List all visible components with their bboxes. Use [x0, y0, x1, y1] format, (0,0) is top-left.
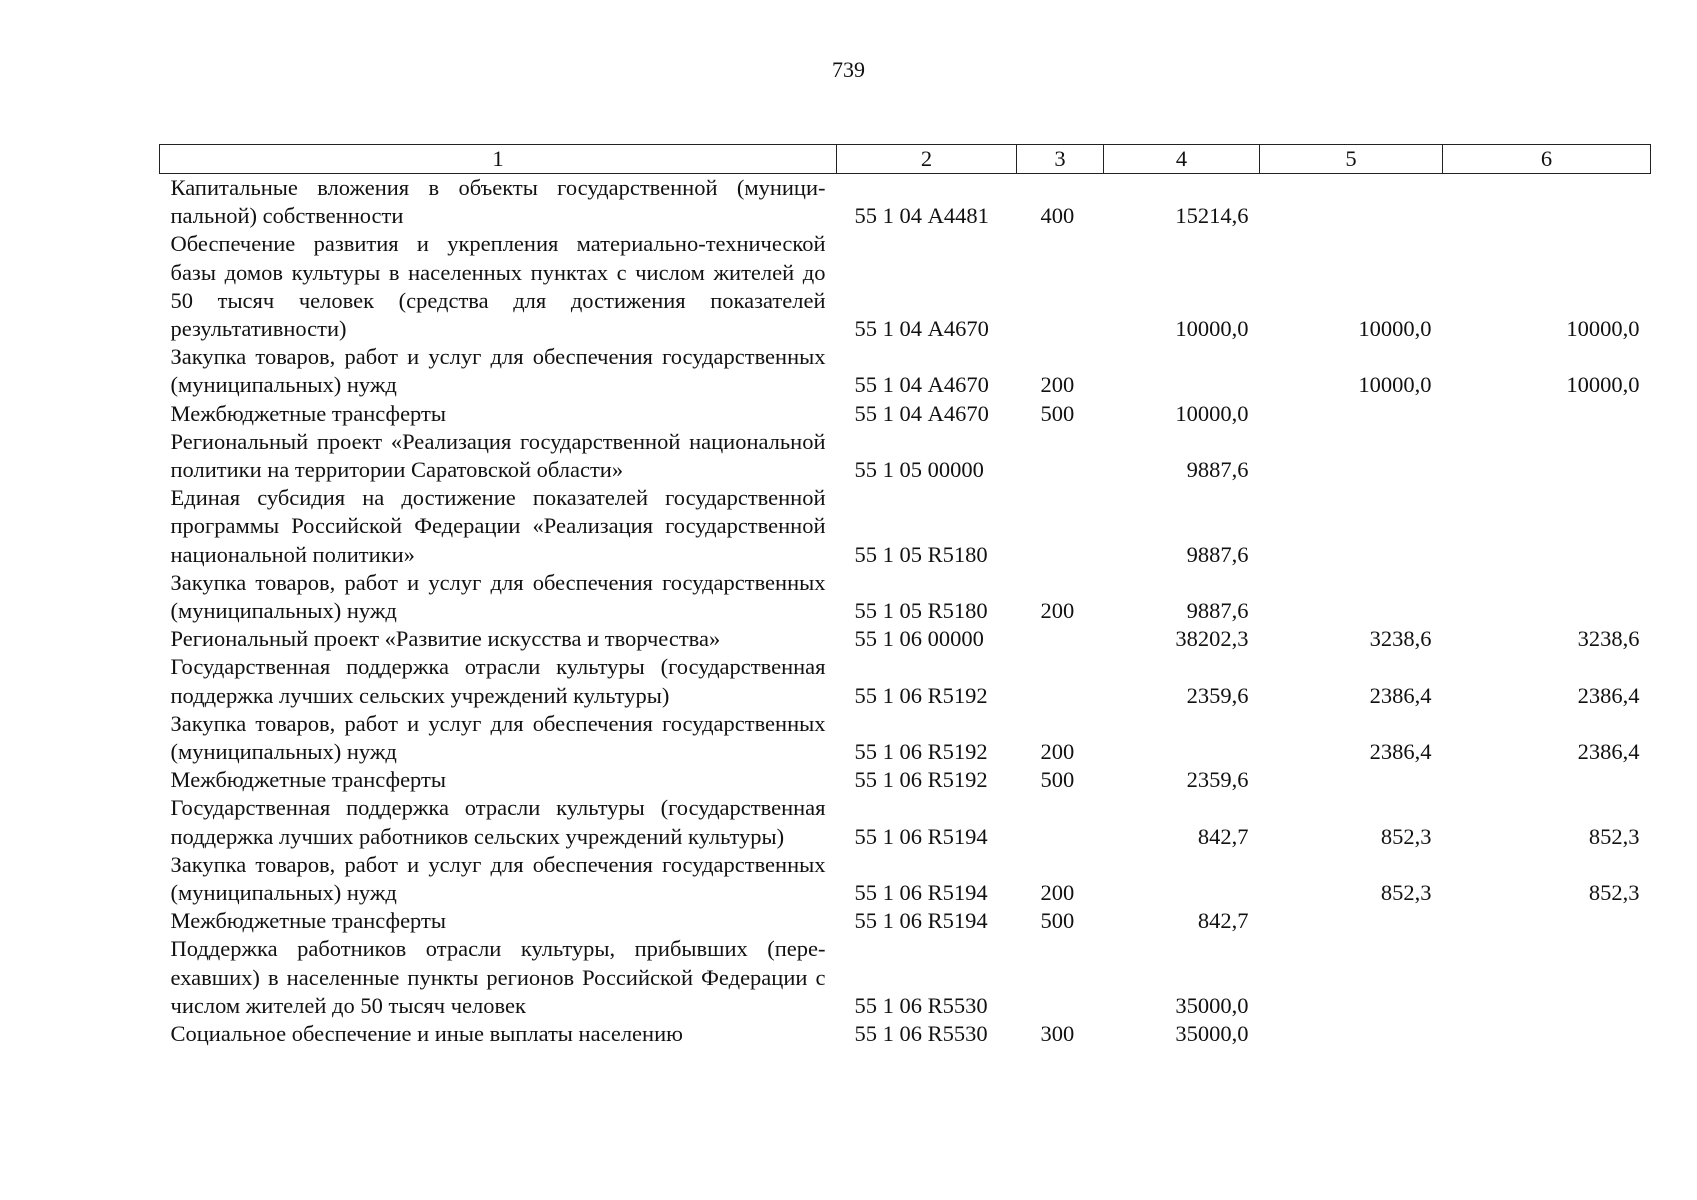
row-value-col5: [1260, 1020, 1443, 1048]
row-value-col4: 10000,0: [1175, 316, 1249, 342]
row-value-col4: 15214,6: [1175, 203, 1249, 229]
table-row: [160, 230, 1651, 343]
row-code: 55 1 06 R5194: [854, 908, 988, 934]
page-number: 739: [832, 57, 865, 82]
row-name: Межбюджетные трансферты: [170, 767, 446, 793]
row-expense-type: [1017, 625, 1104, 653]
row-value-col4: [1104, 851, 1260, 907]
row-value-col5: [1260, 569, 1443, 625]
row-code: 55 1 05 00000: [854, 457, 984, 483]
row-name: Социальное обеспечение и иные выплаты населению: [170, 1021, 683, 1047]
row-value-col6: [1443, 935, 1651, 1020]
row-expense-type: 500: [1040, 908, 1075, 934]
row-code: 55 1 06 00000: [854, 626, 984, 652]
row-code: 55 1 04 А4670: [854, 316, 989, 342]
row-value-col6: 2386,4: [1577, 739, 1640, 765]
row-name: Поддержка работников отрасли культуры, прибывших (переехавших) в населенные пункты регионов Российской Федерации с числом жителей до 50 тысяч человек: [170, 936, 826, 1018]
row-value-col4: 9887,6: [1186, 541, 1249, 567]
row-name: Закупка товаров, работ и услуг для обеспечения государственных (муниципальных) нужд: [170, 569, 826, 624]
row-value-col5: 10000,0: [1358, 316, 1432, 342]
row-value-col5: [1260, 935, 1443, 1020]
row-value-col6: [1443, 907, 1651, 935]
row-code: 55 1 04 А4481: [854, 203, 989, 229]
row-expense-type: 200: [1040, 880, 1075, 906]
table-header: [160, 145, 1651, 174]
row-value-col5: [1260, 484, 1443, 569]
row-value-col6: [1443, 400, 1651, 428]
row-value-col5: 852,3: [1380, 823, 1432, 849]
row-expense-type: [1017, 794, 1104, 850]
table-row: [160, 935, 1651, 1020]
row-name: Государственная поддержка отрасли культуры (государственная поддержка лучших работников сельских учреждений культуры): [170, 795, 826, 849]
table-row: [160, 653, 1651, 709]
row-expense-type: 200: [1040, 598, 1075, 624]
row-code: 55 1 06 R5530: [854, 1021, 988, 1047]
column-header-2: 2: [837, 145, 1017, 174]
row-expense-type: [1017, 428, 1104, 484]
row-value-col5: 852,3: [1380, 880, 1432, 906]
row-code: 55 1 06 R5530: [854, 992, 988, 1018]
table-row: [160, 907, 1651, 935]
row-value-col4: 2359,6: [1186, 767, 1249, 793]
column-header-3: 3: [1017, 145, 1104, 174]
row-code: 55 1 06 R5194: [854, 880, 988, 906]
table-row: [160, 851, 1651, 907]
row-value-col4: 842,7: [1197, 823, 1249, 849]
table-row: [160, 484, 1651, 569]
row-value-col6: [1443, 484, 1651, 569]
table-row: [160, 343, 1651, 399]
budget-table: [159, 144, 1651, 1048]
row-value-col5: [1260, 766, 1443, 794]
row-code: 55 1 06 R5192: [854, 739, 988, 765]
row-value-col4: 38202,3: [1175, 626, 1249, 652]
row-expense-type: [1017, 484, 1104, 569]
row-name: Капитальные вложения в объекты государственной (муниципальной) собственности: [170, 175, 826, 229]
row-value-col6: 852,3: [1588, 823, 1640, 849]
row-value-col4: [1104, 710, 1260, 766]
row-value-col5: 3238,6: [1369, 626, 1432, 652]
row-value-col6: [1443, 766, 1651, 794]
row-name: Закупка товаров, работ и услуг для обеспечения государственных (муниципальных) нужд: [170, 851, 826, 906]
row-value-col4: 9887,6: [1186, 598, 1249, 624]
row-name: Региональный проект «Развитие искусства и творчества»: [170, 626, 721, 652]
row-expense-type: 500: [1040, 767, 1075, 793]
table-row: [160, 766, 1651, 794]
row-value-col5: 2386,4: [1369, 682, 1432, 708]
row-value-col5: [1260, 428, 1443, 484]
table-row: [160, 428, 1651, 484]
row-name: Закупка товаров, работ и услуг для обеспечения государственных (муниципальных) нужд: [170, 344, 826, 398]
row-value-col6: 852,3: [1588, 880, 1640, 906]
row-expense-type: 300: [1040, 1021, 1075, 1047]
row-code: 55 1 06 R5194: [854, 823, 988, 849]
row-expense-type: [1017, 653, 1104, 709]
row-expense-type: 200: [1040, 372, 1075, 398]
row-value-col4: 9887,6: [1186, 457, 1249, 483]
row-name: Обеспечение развития и укрепления материально-технической базы домов культуры в населенных пунктах с числом жителей до 50 тысяч человек (средства для достижения показателей результативности): [170, 231, 826, 342]
row-code: 55 1 06 R5192: [854, 682, 988, 708]
row-expense-type: [1017, 935, 1104, 1020]
table-row: [160, 794, 1651, 850]
table-row: [160, 400, 1651, 428]
row-expense-type: 200: [1040, 739, 1075, 765]
row-value-col5: [1260, 174, 1443, 231]
row-expense-type: 500: [1040, 400, 1075, 426]
row-value-col4: [1104, 343, 1260, 399]
row-value-col4: 35000,0: [1175, 1021, 1249, 1047]
table-body: [160, 174, 1651, 1049]
row-name: Закупка товаров, работ и услуг для обеспечения государственных (муниципальных) нужд: [170, 710, 826, 765]
row-code: 55 1 05 R5180: [854, 541, 988, 567]
row-value-col6: 10000,0: [1566, 372, 1640, 398]
row-value-col6: [1443, 174, 1651, 231]
table-row: [160, 1020, 1651, 1048]
row-value-col4: 10000,0: [1175, 400, 1249, 426]
row-name: Государственная поддержка отрасли культуры (государственная поддержка лучших сельских учреждений культуры): [170, 654, 826, 708]
row-value-col6: [1443, 569, 1651, 625]
row-value-col6: 10000,0: [1566, 316, 1640, 342]
row-value-col5: [1260, 907, 1443, 935]
table-row: [160, 710, 1651, 766]
row-value-col5: 10000,0: [1358, 372, 1432, 398]
row-value-col5: [1260, 400, 1443, 428]
row-name: Региональный проект «Реализация государственной национальной политики на территории Саратовской области»: [170, 428, 826, 483]
row-value-col6: [1443, 1020, 1651, 1048]
column-header-4: 4: [1104, 145, 1260, 174]
row-name: Межбюджетные трансферты: [170, 908, 446, 934]
row-name: Единая субсидия на достижение показателей государственной программы Российской Федерации «Реализация государственной национальной политики»: [170, 485, 826, 567]
row-name: Межбюджетные трансферты: [170, 400, 446, 426]
row-code: 55 1 06 R5192: [854, 767, 988, 793]
column-header-1: 1: [160, 145, 837, 174]
row-value-col6: 2386,4: [1577, 682, 1640, 708]
row-value-col5: 2386,4: [1369, 739, 1432, 765]
table-row: [160, 174, 1651, 231]
column-header-5: 5: [1260, 145, 1443, 174]
table-row: [160, 569, 1651, 625]
row-value-col4: 35000,0: [1175, 992, 1249, 1018]
row-expense-type: 400: [1040, 203, 1075, 229]
row-value-col6: [1443, 428, 1651, 484]
row-value-col6: 3238,6: [1577, 626, 1640, 652]
row-value-col4: 2359,6: [1186, 682, 1249, 708]
column-header-6: 6: [1443, 145, 1651, 174]
row-code: 55 1 04 А4670: [854, 400, 989, 426]
row-expense-type: [1017, 230, 1104, 343]
row-code: 55 1 04 А4670: [854, 372, 989, 398]
row-code: 55 1 05 R5180: [854, 598, 988, 624]
header-row: [160, 145, 1651, 174]
table-row: [160, 625, 1651, 653]
row-value-col4: 842,7: [1197, 908, 1249, 934]
